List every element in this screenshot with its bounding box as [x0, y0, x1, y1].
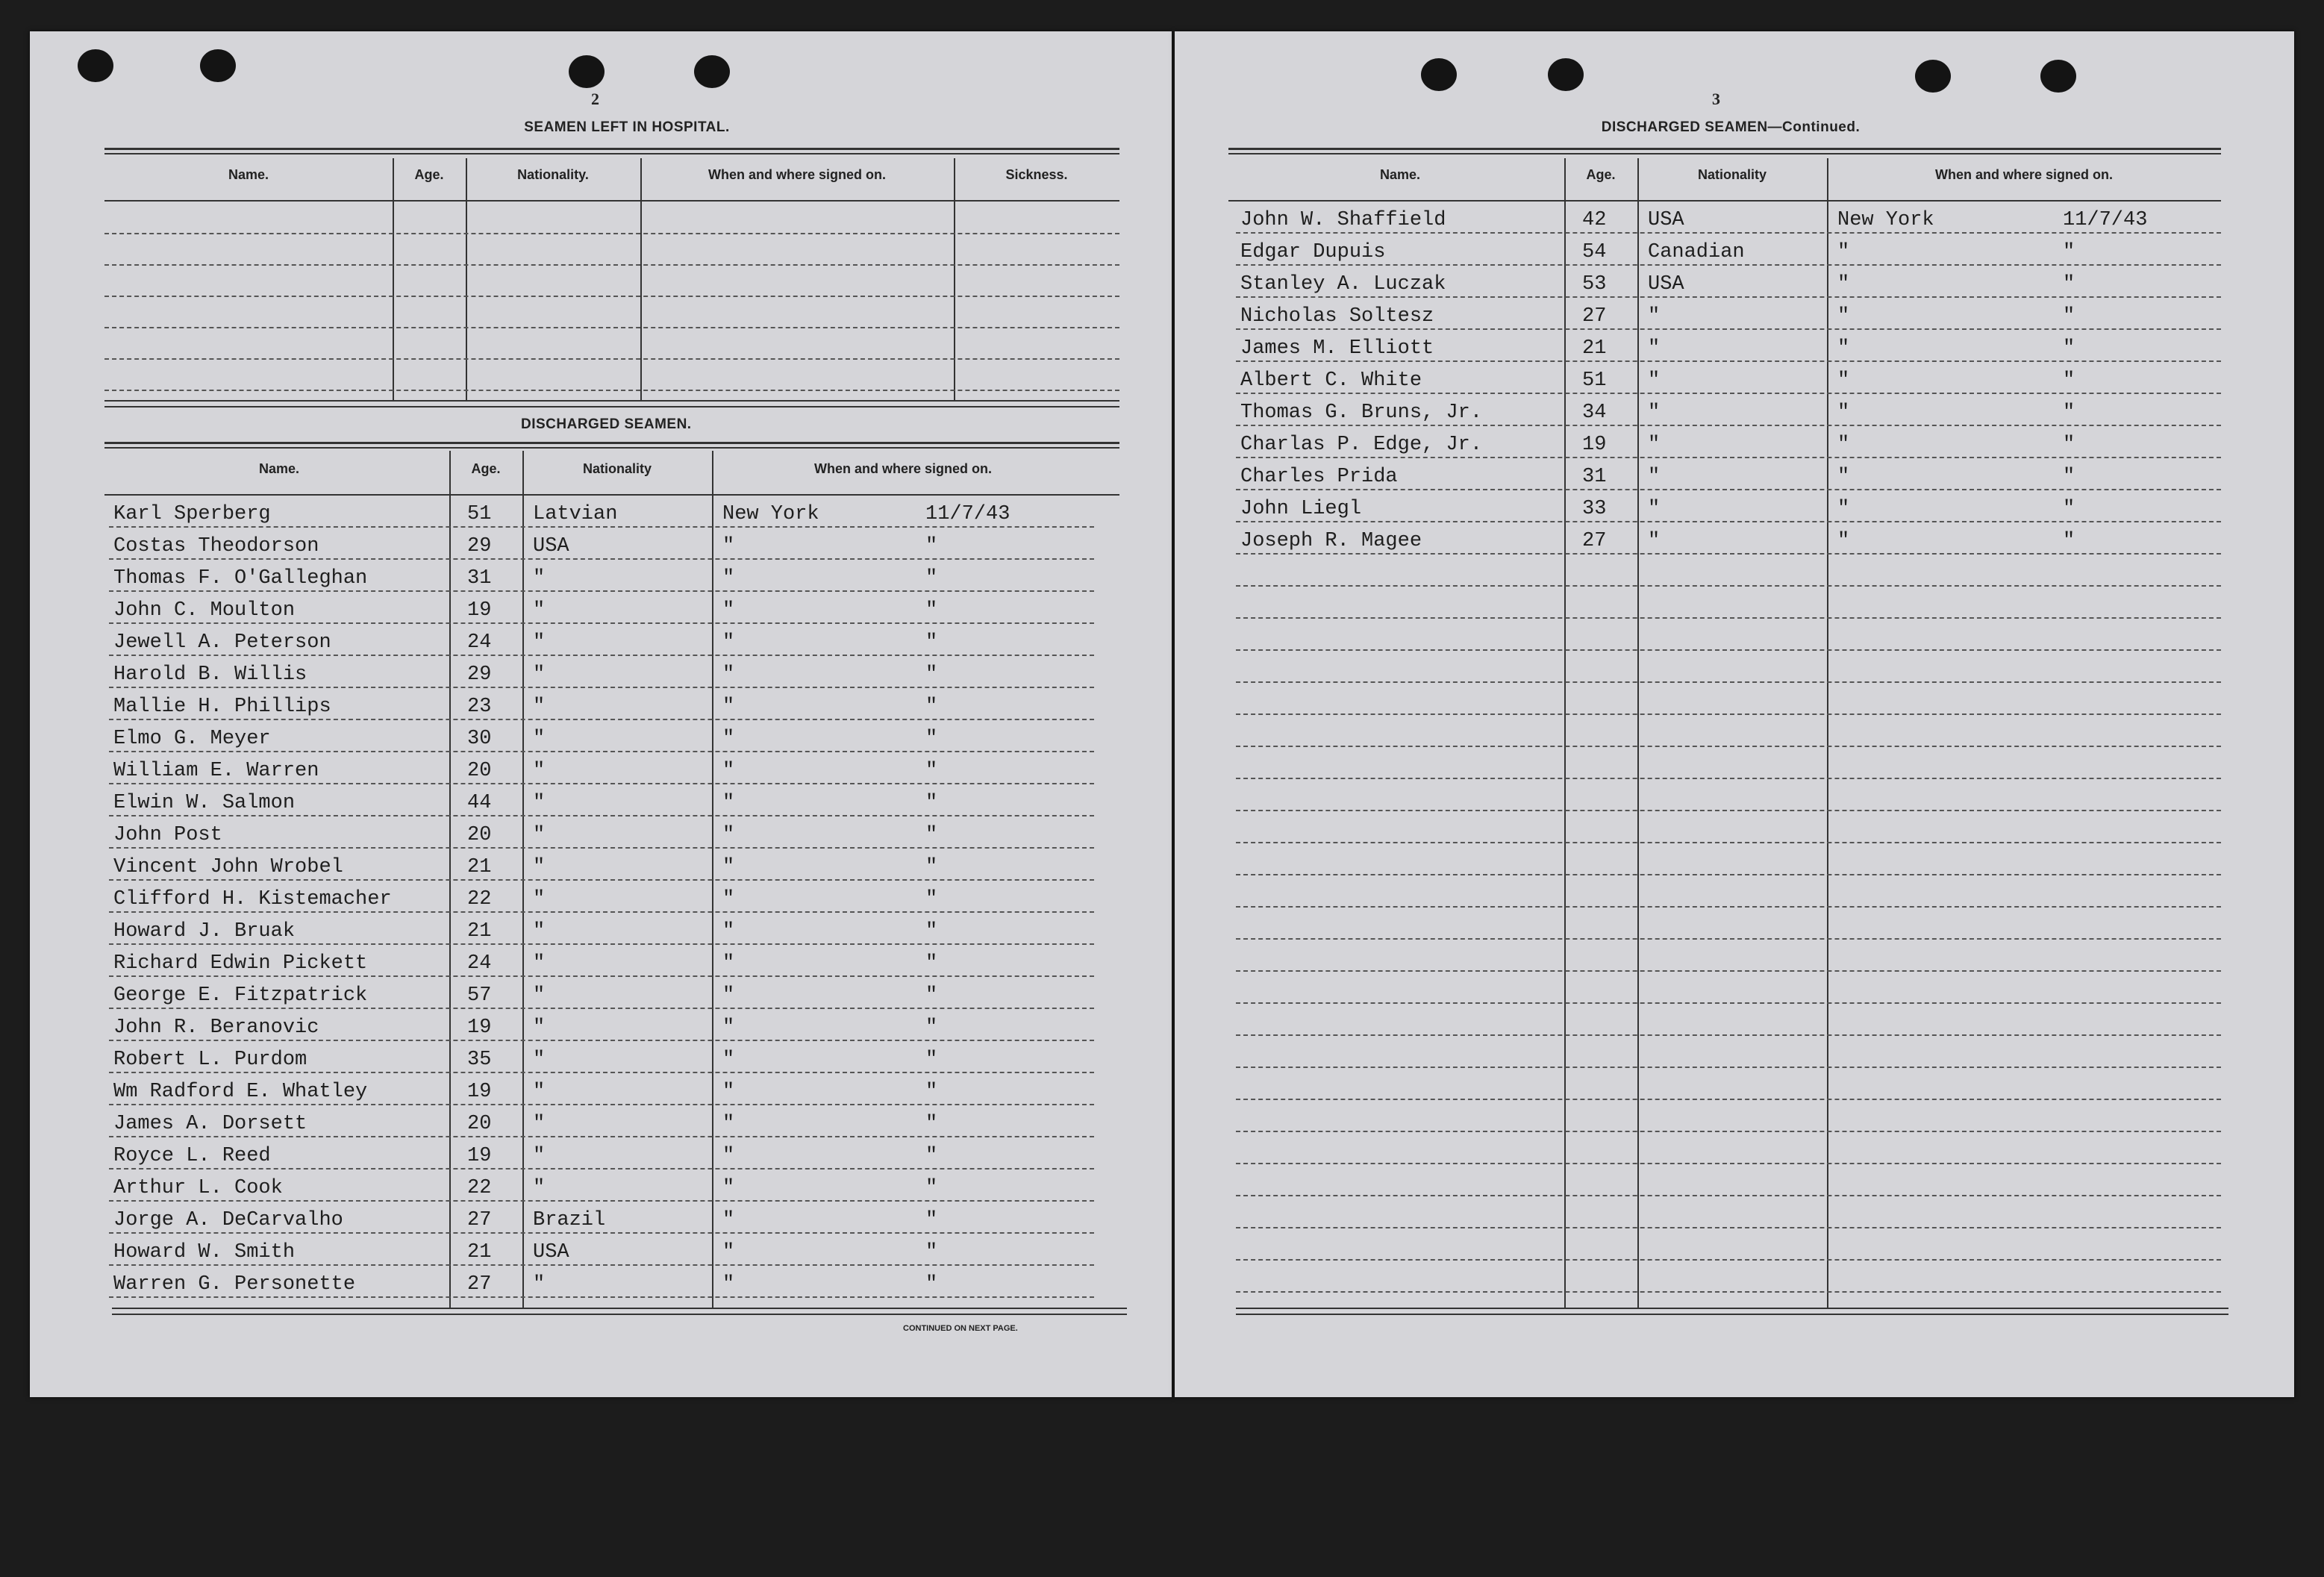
punch-hole [694, 55, 730, 88]
signed-on-date: " [925, 1113, 938, 1135]
signed-on-date: 11/7/43 [925, 503, 1010, 525]
seaman-age: 23 [467, 696, 492, 718]
seaman-name: Albert C. White [1240, 369, 1422, 392]
row-line [1236, 296, 2221, 298]
seaman-name: Howard W. Smith [113, 1241, 296, 1264]
row-line [109, 590, 1094, 592]
signed-on-place: " [722, 663, 735, 686]
signed-on-date: " [925, 1273, 938, 1296]
row-line [1236, 1002, 2221, 1004]
signed-on-place: New York [722, 503, 819, 525]
row-line [109, 1136, 1094, 1137]
seaman-nationality: " [1648, 402, 1661, 424]
row-line [1236, 1259, 2221, 1261]
hospital-row-line [104, 264, 1119, 266]
signed-on-place: New York [1837, 209, 1934, 231]
seaman-nationality: " [533, 631, 546, 654]
signed-on-place: " [1837, 466, 1850, 488]
seaman-nationality: " [533, 984, 546, 1007]
seaman-age: 35 [467, 1049, 492, 1071]
seaman-nationality: " [533, 599, 546, 622]
punch-hole [1421, 58, 1457, 91]
row-line [109, 975, 1094, 977]
row-line [109, 815, 1094, 816]
row-line [109, 1104, 1094, 1105]
signed-on-place: " [722, 920, 735, 943]
continued-col-name: Name. [1379, 167, 1421, 182]
seaman-age: 27 [1582, 530, 1607, 552]
seaman-age: 33 [1582, 498, 1607, 520]
continued-col-signed-on: When and where signed on. [1934, 167, 2114, 182]
signed-on-place: " [722, 760, 735, 782]
seaman-nationality: " [1648, 498, 1661, 520]
signed-on-place: " [1837, 434, 1850, 456]
signed-on-date: " [2063, 530, 2075, 552]
seaman-nationality: " [1648, 434, 1661, 456]
signed-on-place: " [1837, 337, 1850, 360]
row-line [109, 1008, 1094, 1009]
signed-on-date: " [925, 1209, 938, 1231]
seaman-age: 27 [467, 1209, 492, 1231]
seaman-nationality: " [533, 728, 546, 750]
signed-on-place: " [1837, 530, 1850, 552]
row-line [1236, 681, 2221, 683]
signed-on-place: " [722, 1209, 735, 1231]
row-line [109, 622, 1094, 624]
row-line [109, 751, 1094, 752]
signed-on-place: " [1837, 241, 1850, 263]
seaman-age: 57 [467, 984, 492, 1007]
seaman-nationality: USA [1648, 209, 1684, 231]
signed-on-date: " [925, 760, 938, 782]
row-line [1236, 1291, 2221, 1293]
hospital-row-line [104, 296, 1119, 297]
seaman-name: John R. Beranovic [113, 1017, 319, 1039]
row-line [1236, 1067, 2221, 1068]
seaman-name: Mallie H. Phillips [113, 696, 331, 718]
seaman-nationality: " [533, 888, 546, 911]
seaman-name: Vincent John Wrobel [113, 856, 343, 878]
signed-on-place: " [722, 1017, 735, 1039]
seaman-name: Joseph R. Magee [1240, 530, 1422, 552]
seaman-name: John W. Shaffield [1240, 209, 1446, 231]
punch-hole [200, 49, 236, 82]
signed-on-date: " [2063, 434, 2075, 456]
signed-on-date: " [925, 888, 938, 911]
seaman-name: John Post [113, 824, 222, 846]
row-line [109, 783, 1094, 784]
discharged-col-age: Age. [471, 461, 501, 476]
row-line [1236, 1034, 2221, 1036]
signed-on-date: " [925, 599, 938, 622]
seaman-name: Elmo G. Meyer [113, 728, 271, 750]
hospital-col-signed-on: When and where signed on. [707, 167, 887, 182]
hospital-col-age: Age. [414, 167, 444, 182]
row-line [1236, 232, 2221, 234]
seaman-name: John Liegl [1240, 498, 1362, 520]
seaman-age: 31 [467, 567, 492, 590]
seaman-age: 53 [1582, 273, 1607, 296]
punch-hole [569, 55, 605, 88]
seaman-age: 22 [467, 1177, 492, 1199]
seaman-nationality: " [533, 920, 546, 943]
row-line [109, 1232, 1094, 1234]
seaman-nationality: " [1648, 369, 1661, 392]
seaman-nationality: " [1648, 466, 1661, 488]
signed-on-date: " [2063, 273, 2075, 296]
signed-on-place: " [722, 1273, 735, 1296]
seaman-age: 24 [467, 631, 492, 654]
row-line [1236, 328, 2221, 330]
seaman-nationality: USA [533, 1241, 569, 1264]
seaman-nationality: " [533, 792, 546, 814]
signed-on-place: " [722, 824, 735, 846]
seaman-name: William E. Warren [113, 760, 319, 782]
hospital-title: SEAMEN LEFT IN HOSPITAL. [524, 119, 730, 135]
seaman-age: 51 [1582, 369, 1607, 392]
seaman-nationality: Canadian [1648, 241, 1745, 263]
seaman-name: Charles Prida [1240, 466, 1398, 488]
seaman-age: 29 [467, 535, 492, 558]
seaman-name: Costas Theodorson [113, 535, 319, 558]
row-line [109, 719, 1094, 720]
seaman-nationality: USA [1648, 273, 1684, 296]
seaman-nationality: " [1648, 530, 1661, 552]
seaman-nationality: " [533, 1273, 546, 1296]
seaman-age: 34 [1582, 402, 1607, 424]
seaman-nationality: " [533, 1177, 546, 1199]
seaman-nationality: " [533, 1049, 546, 1071]
row-line [1236, 585, 2221, 587]
seaman-age: 27 [1582, 305, 1607, 328]
seaman-name: Robert L. Purdom [113, 1049, 307, 1071]
row-line [1236, 457, 2221, 458]
seaman-name: James M. Elliott [1240, 337, 1434, 360]
signed-on-place: " [1837, 273, 1850, 296]
seaman-age: 20 [467, 760, 492, 782]
signed-on-date: " [925, 824, 938, 846]
signed-on-date: " [925, 535, 938, 558]
row-line [109, 687, 1094, 688]
seaman-age: 54 [1582, 241, 1607, 263]
seaman-name: Stanley A. Luczak [1240, 273, 1446, 296]
seaman-age: 21 [467, 920, 492, 943]
row-line [1236, 553, 2221, 555]
discharged-col-nationality: Nationality [582, 461, 652, 476]
hospital-col-sickness: Sickness. [1005, 167, 1068, 182]
seaman-nationality: " [1648, 337, 1661, 360]
seaman-nationality: " [533, 952, 546, 975]
seaman-nationality: " [533, 760, 546, 782]
hospital-row-line [104, 390, 1119, 391]
seaman-nationality: " [533, 1081, 546, 1103]
left-page [30, 31, 1172, 1397]
seaman-name: Edgar Dupuis [1240, 241, 1386, 263]
seaman-age: 31 [1582, 466, 1607, 488]
seaman-age: 21 [467, 1241, 492, 1264]
signed-on-place: " [1837, 369, 1850, 392]
hospital-col-name: Name. [228, 167, 269, 182]
seaman-name: John C. Moulton [113, 599, 296, 622]
seaman-name: Jewell A. Peterson [113, 631, 331, 654]
seaman-name: Arthur L. Cook [113, 1177, 283, 1199]
seaman-age: 21 [467, 856, 492, 878]
seaman-nationality: Latvian [533, 503, 618, 525]
row-line [1236, 521, 2221, 522]
signed-on-date: " [925, 1177, 938, 1199]
row-line [109, 1264, 1094, 1266]
seaman-name: James A. Dorsett [113, 1113, 307, 1135]
row-line [1236, 360, 2221, 362]
signed-on-date: " [2063, 466, 2075, 488]
discharged-col-signed-on: When and where signed on. [813, 461, 993, 476]
seaman-nationality: " [1648, 305, 1661, 328]
row-line [109, 911, 1094, 913]
signed-on-date: " [925, 920, 938, 943]
signed-on-place: " [722, 1241, 735, 1264]
signed-on-place: " [722, 1177, 735, 1199]
signed-on-date: " [2063, 305, 2075, 328]
seaman-age: 42 [1582, 209, 1607, 231]
seaman-name: Thomas F. O'Galleghan [113, 567, 368, 590]
seaman-name: Richard Edwin Pickett [113, 952, 368, 975]
row-line [109, 1296, 1094, 1298]
row-line [1236, 1099, 2221, 1100]
row-line [109, 879, 1094, 881]
seaman-name: Wm Radford E. Whatley [113, 1081, 368, 1103]
seaman-name: Harold B. Willis [113, 663, 307, 686]
signed-on-place: " [722, 984, 735, 1007]
row-line [109, 1168, 1094, 1170]
signed-on-place: " [722, 888, 735, 911]
row-line [1236, 489, 2221, 490]
row-line [1236, 874, 2221, 875]
seaman-age: 20 [467, 824, 492, 846]
signed-on-place: " [1837, 305, 1850, 328]
signed-on-date: " [925, 984, 938, 1007]
seaman-nationality: " [533, 824, 546, 846]
row-line [109, 558, 1094, 560]
signed-on-date: " [2063, 241, 2075, 263]
signed-on-place: " [722, 535, 735, 558]
row-line [1236, 1163, 2221, 1164]
row-line [1236, 617, 2221, 619]
row-line [1236, 393, 2221, 394]
seaman-nationality: USA [533, 535, 569, 558]
continued-note: CONTINUED ON NEXT PAGE. [903, 1324, 1018, 1333]
row-line [1236, 778, 2221, 779]
seaman-name: Warren G. Personette [113, 1273, 356, 1296]
punch-hole [1915, 60, 1951, 93]
seaman-age: 24 [467, 952, 492, 975]
signed-on-date: " [925, 631, 938, 654]
seaman-name: Royce L. Reed [113, 1145, 271, 1167]
signed-on-place: " [1837, 402, 1850, 424]
row-line [109, 1040, 1094, 1041]
signed-on-date: " [925, 696, 938, 718]
seaman-name: George E. Fitzpatrick [113, 984, 368, 1007]
row-line [1236, 970, 2221, 972]
seaman-age: 27 [467, 1273, 492, 1296]
seaman-name: Charlas P. Edge, Jr. [1240, 434, 1483, 456]
seaman-name: Howard J. Bruak [113, 920, 296, 943]
row-line [1236, 938, 2221, 940]
discharged-col-name: Name. [258, 461, 300, 476]
row-line [1236, 1227, 2221, 1228]
signed-on-place: " [722, 792, 735, 814]
signed-on-date: " [2063, 402, 2075, 424]
seaman-age: 19 [467, 599, 492, 622]
row-line [109, 1200, 1094, 1202]
page-number: 2 [591, 90, 599, 108]
signed-on-date: " [925, 567, 938, 590]
discharged-continued-title: DISCHARGED SEAMEN—Continued. [1601, 119, 1861, 135]
punch-hole [2040, 60, 2076, 93]
signed-on-place: " [722, 567, 735, 590]
signed-on-date: " [925, 952, 938, 975]
signed-on-date: " [925, 792, 938, 814]
signed-on-date: " [925, 1081, 938, 1103]
row-line [1236, 906, 2221, 908]
seaman-age: 51 [467, 503, 492, 525]
hospital-row-line [104, 233, 1119, 234]
seaman-age: 44 [467, 792, 492, 814]
seaman-nationality: Brazil [533, 1209, 606, 1231]
row-line [109, 1072, 1094, 1073]
row-line [1236, 842, 2221, 843]
seaman-age: 22 [467, 888, 492, 911]
row-line [1236, 425, 2221, 426]
seaman-age: 29 [467, 663, 492, 686]
signed-on-place: " [722, 1081, 735, 1103]
continued-col-nationality: Nationality [1697, 167, 1767, 182]
seaman-name: Thomas G. Bruns, Jr. [1240, 402, 1483, 424]
signed-on-place: " [722, 728, 735, 750]
seaman-name: Karl Sperberg [113, 503, 271, 525]
seaman-name: Elwin W. Salmon [113, 792, 296, 814]
signed-on-place: " [1837, 498, 1850, 520]
seaman-nationality: " [533, 1145, 546, 1167]
signed-on-place: " [722, 952, 735, 975]
row-line [1236, 649, 2221, 651]
seaman-age: 21 [1582, 337, 1607, 360]
signed-on-date: " [925, 1241, 938, 1264]
row-line [1236, 810, 2221, 811]
signed-on-date: " [925, 1145, 938, 1167]
row-line [1236, 1195, 2221, 1196]
seaman-name: Nicholas Soltesz [1240, 305, 1434, 328]
signed-on-date: " [925, 663, 938, 686]
signed-on-place: " [722, 1113, 735, 1135]
signed-on-date: " [925, 856, 938, 878]
punch-hole [78, 49, 113, 82]
seaman-name: Clifford H. Kistemacher [113, 888, 392, 911]
seaman-nationality: " [533, 856, 546, 878]
signed-on-place: " [722, 856, 735, 878]
signed-on-place: " [722, 696, 735, 718]
seaman-nationality: " [533, 1017, 546, 1039]
seaman-age: 30 [467, 728, 492, 750]
signed-on-date: " [2063, 337, 2075, 360]
signed-on-place: " [722, 1049, 735, 1071]
page-number: 3 [1712, 90, 1720, 108]
seaman-nationality: " [533, 696, 546, 718]
seaman-age: 19 [1582, 434, 1607, 456]
seaman-nationality: " [533, 1113, 546, 1135]
hospital-col-nationality: Nationality. [517, 167, 589, 182]
row-line [1236, 713, 2221, 715]
signed-on-place: " [722, 1145, 735, 1167]
signed-on-date: " [2063, 498, 2075, 520]
row-line [1236, 1131, 2221, 1132]
seaman-age: 19 [467, 1081, 492, 1103]
continued-col-age: Age. [1586, 167, 1616, 182]
signed-on-place: " [722, 599, 735, 622]
hospital-row-line [104, 327, 1119, 328]
seaman-age: 19 [467, 1017, 492, 1039]
seaman-age: 19 [467, 1145, 492, 1167]
row-line [109, 847, 1094, 849]
signed-on-place: " [722, 631, 735, 654]
punch-hole [1548, 58, 1584, 91]
row-line [109, 655, 1094, 656]
row-line [109, 526, 1094, 528]
signed-on-date: 11/7/43 [2063, 209, 2148, 231]
row-line [1236, 746, 2221, 747]
signed-on-date: " [2063, 369, 2075, 392]
seaman-age: 20 [467, 1113, 492, 1135]
discharged-title: DISCHARGED SEAMEN. [521, 416, 692, 432]
signed-on-date: " [925, 1049, 938, 1071]
hospital-row-line [104, 358, 1119, 360]
right-page [1175, 31, 2294, 1397]
signed-on-date: " [925, 1017, 938, 1039]
seaman-nationality: " [533, 567, 546, 590]
seaman-nationality: " [533, 663, 546, 686]
signed-on-date: " [925, 728, 938, 750]
row-line [109, 943, 1094, 945]
seaman-name: Jorge A. DeCarvalho [113, 1209, 343, 1231]
row-line [1236, 264, 2221, 266]
